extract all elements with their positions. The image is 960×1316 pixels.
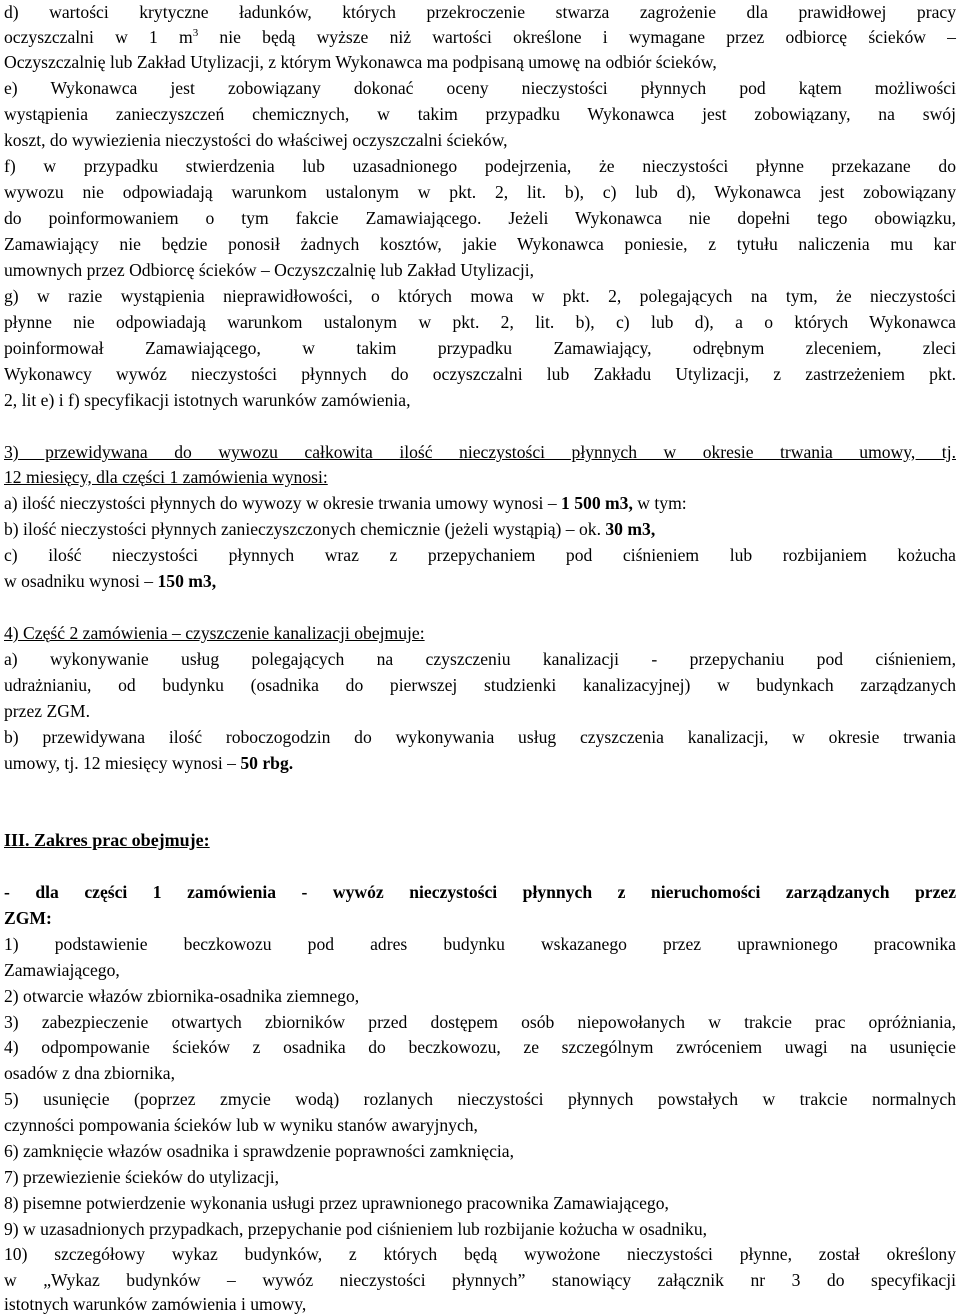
section-iii-heading: III. Zakres prac obejmuje:	[4, 830, 210, 850]
item-c-text: w osadniku wynosi –	[4, 571, 158, 591]
section-3-item-a	[4, 491, 956, 515]
list-item: 7) przewiezienie ścieków do utylizacji,	[4, 1167, 280, 1187]
section-3-item-b	[4, 517, 956, 541]
section-4-item-b-line-2	[4, 751, 956, 775]
section-iii-subheading-line-1: - dla części 1 zamówienia - wywóz nieczystości płynnych z nieruchomości zarządzanych przez	[4, 882, 956, 902]
paragraph-d-line-1: d) wartości krytyczne ładunków, których przekroczenie stwarza zagrożenie dla prawidłowej pracy	[4, 2, 956, 22]
section-4-item-a-line-2: udrażnianiu, od budynku (osadnika do pierwszej studzienki kanalizacyjnej) w budynkach zarządzanych	[4, 675, 956, 695]
paragraph-d-text-cont: nie będą wyższe niż wartości określone i wymagane przez odbiorcę ścieków –	[198, 27, 956, 47]
section-4-title: 4) Część 2 zamówienia – czyszczenie kanalizacji obejmuje:	[4, 623, 425, 643]
item-b-text: b) ilość nieczystości płynnych zanieczyszczonych chemicznie (jeżeli wystąpią) – ok.	[4, 519, 606, 539]
paragraph-f-line-5: umownych przez Odbiorcę ścieków – Oczyszczalnię lub Zakład Utylizacji,	[4, 260, 535, 280]
paragraph-d-line-2	[4, 25, 956, 49]
paragraph-d-line-3: Oczyszczalnię lub Zakład Utylizacji, z którym Wykonawca ma podpisaną umowę na odbiór ścieków,	[4, 52, 717, 72]
paragraph-f-line-2: wywozu nie odpowiadają warunkom ustalonym w pkt. 2, lit. b), c) lub d), Wykonawca jest zobowiązany	[4, 182, 956, 202]
paragraph-g-line-1: g) w razie wystąpienia nieprawidłowości, o których mowa w pkt. 2, polegających na tym, że nieczystości	[4, 286, 956, 306]
item-a-value: 1 500 m3,	[561, 493, 633, 513]
paragraph-g-line-5: 2, lit e) i f) specyfikacji istotnych warunków zamówienia,	[4, 390, 411, 410]
list-item: istotnych warunków zamówienia i umowy,	[4, 1294, 307, 1314]
paragraph-f-line-4: Zamawiający nie będzie ponosił żadnych kosztów, jakie Wykonawca poniesie, z tytułu naliczenia mu kar	[4, 234, 956, 254]
paragraph-f-line-1: f) w przypadku stwierdzenia lub uzasadnionego podejrzenia, że nieczystości płynne przekazane do	[4, 156, 956, 176]
list-item: 1) podstawienie beczkowozu pod adres budynku wskazanego przez uprawnionego pracownika	[4, 934, 956, 954]
item-4b-text: umowy, tj. 12 miesięcy wynosi –	[4, 753, 241, 773]
section-iii-subheading-line-2: ZGM:	[4, 908, 52, 928]
section-3-title-line-2: 12 miesięcy, dla części 1 zamówienia wynosi:	[4, 467, 328, 487]
list-item: 9) w uzasadnionych przypadkach, przepychanie pod ciśnieniem lub rozbijanie kożucha w osadniku,	[4, 1219, 708, 1239]
list-item: Zamawiającego,	[4, 960, 120, 980]
paragraph-e-line-1: e) Wykonawca jest zobowiązany dokonać oceny nieczystości płynnych pod kątem możliwości	[4, 78, 956, 98]
list-item: osadów z dna zbiornika,	[4, 1063, 175, 1083]
paragraph-e-line-3: koszt, do wywiezienia nieczystości do właściwej oczyszczalni ścieków,	[4, 130, 508, 150]
list-item: w „Wykaz budynków – wywóz nieczystości płynnych” stanowiący załącznik nr 3 do specyfikacji	[4, 1270, 956, 1290]
list-item: 6) zamknięcie włazów osadnika i sprawdzenie poprawności zamknięcia,	[4, 1141, 515, 1161]
list-item: 2) otwarcie włazów zbiornika-osadnika ziemnego,	[4, 986, 360, 1006]
list-item: 10) szczegółowy wykaz budynków, z których będą wywożone nieczystości płynne, został określony	[4, 1244, 956, 1264]
item-4b-value: 50 rbg.	[240, 753, 294, 773]
item-c-value: 150 m3,	[157, 571, 217, 591]
item-a-tail: w tym:	[632, 493, 687, 513]
item-b-value: 30 m3,	[605, 519, 656, 539]
superscript-cubic: 3	[192, 27, 199, 39]
paragraph-e-line-2: wystąpienia zanieczyszczeń chemicznych, w takim przypadku Wykonawca jest zobowiązany, na swój	[4, 104, 956, 124]
list-item: 4) odpompowanie ścieków z osadnika do beczkowozu, ze szczególnym zwróceniem uwagi na usunięcie	[4, 1037, 956, 1057]
section-4-item-a-line-3: przez ZGM.	[4, 701, 90, 721]
list-item: 3) zabezpieczenie otwartych zbiorników przed dostępem osób niepowołanych w trakcie prac opróżniania,	[4, 1012, 956, 1032]
list-item: czynności pompowania ścieków lub w wyniku stanów awaryjnych,	[4, 1115, 478, 1135]
section-3-item-c-line-1: c) ilość nieczystości płynnych wraz z przepychaniem pod ciśnieniem lub rozbijaniem kożucha	[4, 545, 956, 565]
list-item: 8) pisemne potwierdzenie wykonania usługi przez uprawnionego pracownika Zamawiającego,	[4, 1193, 669, 1213]
paragraph-g-line-2: płynne nie odpowiadają warunkom ustalonym w pkt. 2, lit. b), c) lub d), a o których Wykonawca	[4, 312, 956, 332]
paragraph-g-line-3: poinformował Zamawiającego, w takim przypadku Zamawiający, odrębnym zleceniem, zleci	[4, 338, 956, 358]
section-3-item-c-line-2	[4, 569, 956, 593]
paragraph-d-text: oczyszczalni w 1 m	[4, 27, 193, 47]
paragraph-f-line-3: do poinformowaniem o tym fakcie Zamawiającego. Jeżeli Wykonawca nie dopełni tego obowiązku,	[4, 208, 956, 228]
paragraph-g-line-4: Wykonawcy wywóz nieczystości płynnych do oczyszczalni lub Zakładu Utylizacji, z zastrzeżeniem pkt.	[4, 364, 956, 384]
section-3-title-line-1: 3) przewidywana do wywozu całkowita ilość nieczystości płynnych w okresie trwania umowy, tj.	[4, 442, 956, 462]
section-4-item-b-line-1: b) przewidywana ilość roboczogodzin do wykonywania usług czyszczenia kanalizacji, w okresie trwania	[4, 727, 956, 747]
item-a-text: a) ilość nieczystości płynnych do wywozy w okresie trwania umowy wynosi –	[4, 493, 562, 513]
list-item: 5) usunięcie (poprzez zmycie wodą) rozlanych nieczystości płynnych powstałych w trakcie normalnych	[4, 1089, 956, 1109]
section-4-item-a-line-1: a) wykonywanie usług polegających na czyszczeniu kanalizacji - przepychaniu pod ciśnieniem,	[4, 649, 956, 669]
